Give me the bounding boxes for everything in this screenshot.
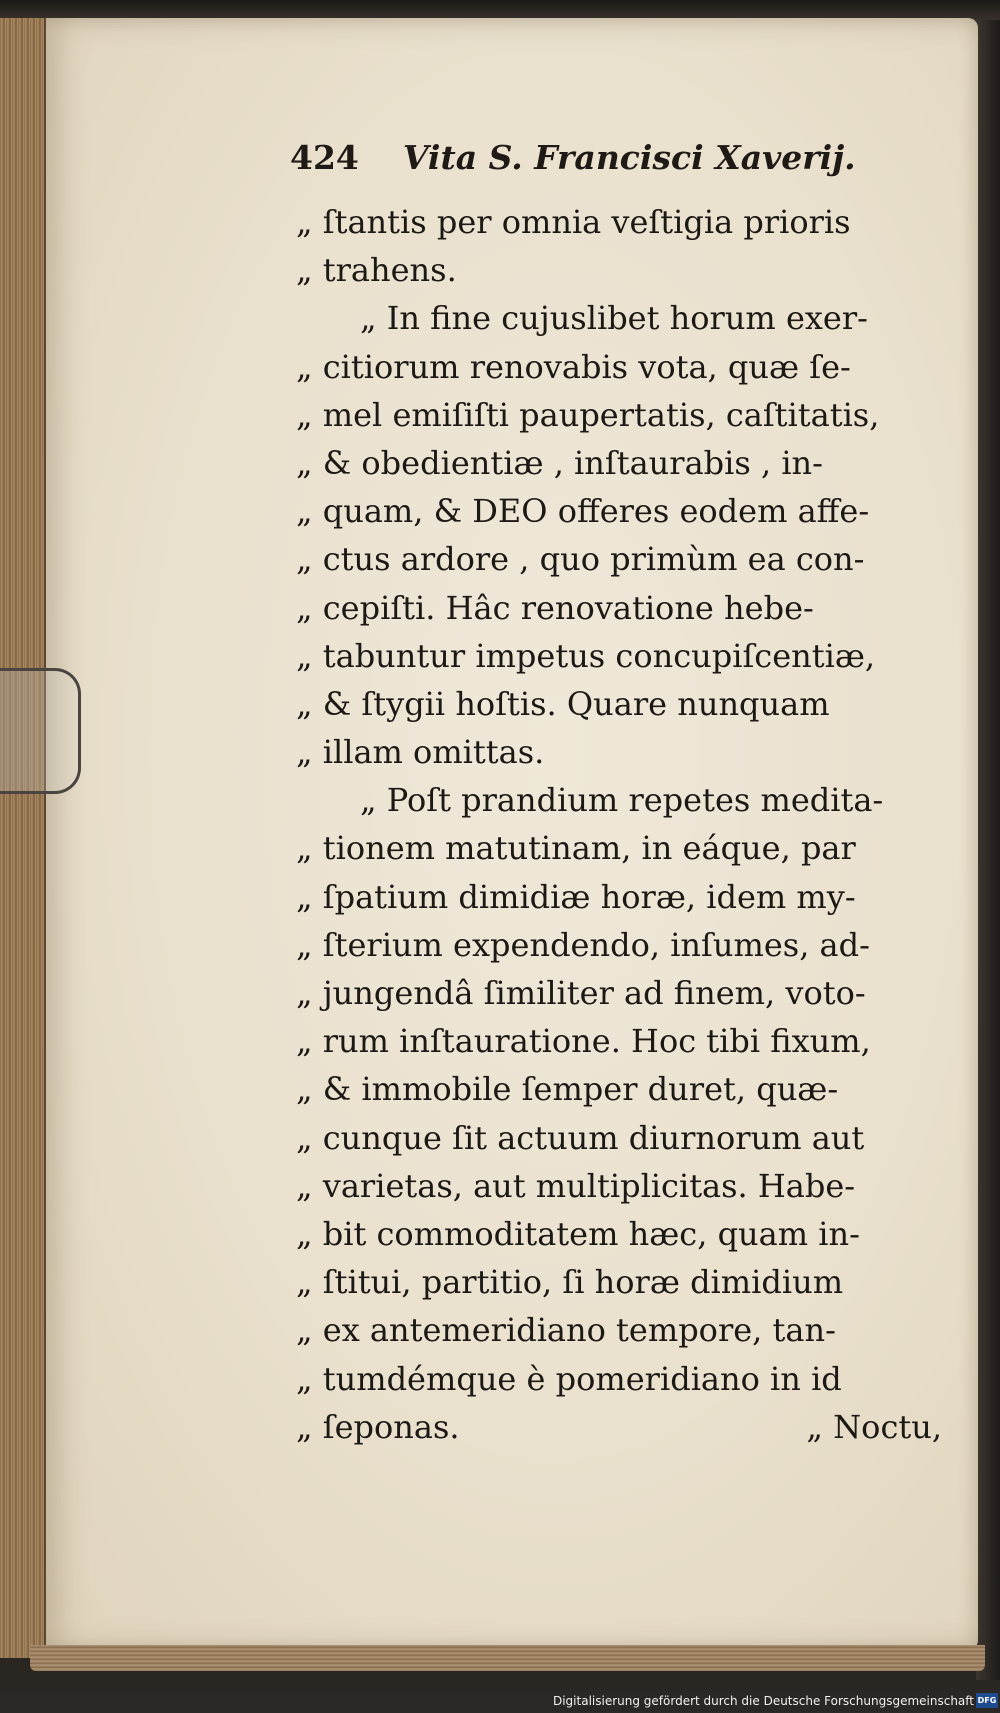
text-line: „ ſtitui, partitio, ſi horæ dimidium bbox=[296, 1263, 844, 1302]
text-line: „ cunque ſit actuum diurnorum aut bbox=[296, 1118, 865, 1157]
page-header bbox=[290, 138, 856, 184]
text-line: „ varietas, aut multiplicitas. Habe- bbox=[296, 1166, 856, 1205]
text-line: „ tumdémque è pomeridiano in id bbox=[296, 1359, 842, 1398]
footer-credit: Digitalisierung gefördert durch die Deutsche Forschungsgemeinschaft bbox=[552, 1694, 974, 1708]
text-line: „ cepiſti. Hâc renovatione hebe- bbox=[296, 588, 814, 627]
text-line: „ tabuntur impetus concupiſcentiæ, bbox=[296, 636, 876, 675]
text-line: „ ex antemeridiano tempore, tan- bbox=[296, 1311, 836, 1350]
text-line: „ citiorum renovabis vota, quæ ſe- bbox=[296, 347, 851, 386]
text-line-last bbox=[296, 1403, 956, 1451]
dfg-logo: DFG bbox=[976, 1693, 998, 1708]
text-line: „ ſterium expendendo, inſumes, ad- bbox=[296, 925, 870, 964]
footer-bar bbox=[0, 1690, 1000, 1713]
book-bottom-edge bbox=[30, 1645, 985, 1671]
text-line: „ & obedientiæ , inſtaurabis , in- bbox=[296, 443, 823, 482]
body-text bbox=[296, 198, 956, 1451]
book-right-edge bbox=[976, 20, 1000, 1680]
text-line: „ bit commoditatem hæc, quam in- bbox=[296, 1214, 860, 1253]
page-number: 424 bbox=[290, 138, 359, 177]
text-line: „ quam, & DEO offeres eodem affe- bbox=[296, 492, 870, 531]
text-line: „ ſtantis per omnia veſtigia prioris bbox=[296, 203, 851, 241]
text-line: „ & immobile ſemper duret, quæ- bbox=[296, 1070, 839, 1109]
text-line: „ & ſtygii hoſtis. Quare nunquam bbox=[296, 684, 830, 723]
text-line: „ ctus ardore , quo primùm ea con- bbox=[296, 540, 865, 579]
text-line: „ trahens. bbox=[296, 251, 457, 290]
book-clasp bbox=[0, 668, 81, 794]
text-line: „ tionem matutinam, in eáque, par bbox=[296, 829, 856, 868]
text-line: „ Poſt prandium repetes medita- bbox=[360, 781, 884, 820]
text-line: „ rum inſtauratione. Hoc tibi fixum, bbox=[296, 1022, 871, 1061]
last-line-text: „ ſeponas. bbox=[296, 1407, 460, 1446]
running-title: Vita S. Francisci Xaverij. bbox=[402, 138, 856, 177]
book-left-edge bbox=[0, 18, 46, 1658]
text-line: „ mel emiſiſti paupertatis, caſtitatis, bbox=[296, 395, 880, 434]
text-line: „ illam omittas. bbox=[296, 733, 545, 772]
text-line: „ In fine cujuslibet horum exer- bbox=[360, 299, 868, 338]
text-line: „ ſpatium dimidiæ horæ, idem my- bbox=[296, 877, 856, 916]
catchword: „ Noctu, bbox=[806, 1407, 942, 1446]
text-line: „ jungendâ ſimiliter ad finem, voto- bbox=[296, 974, 866, 1012]
